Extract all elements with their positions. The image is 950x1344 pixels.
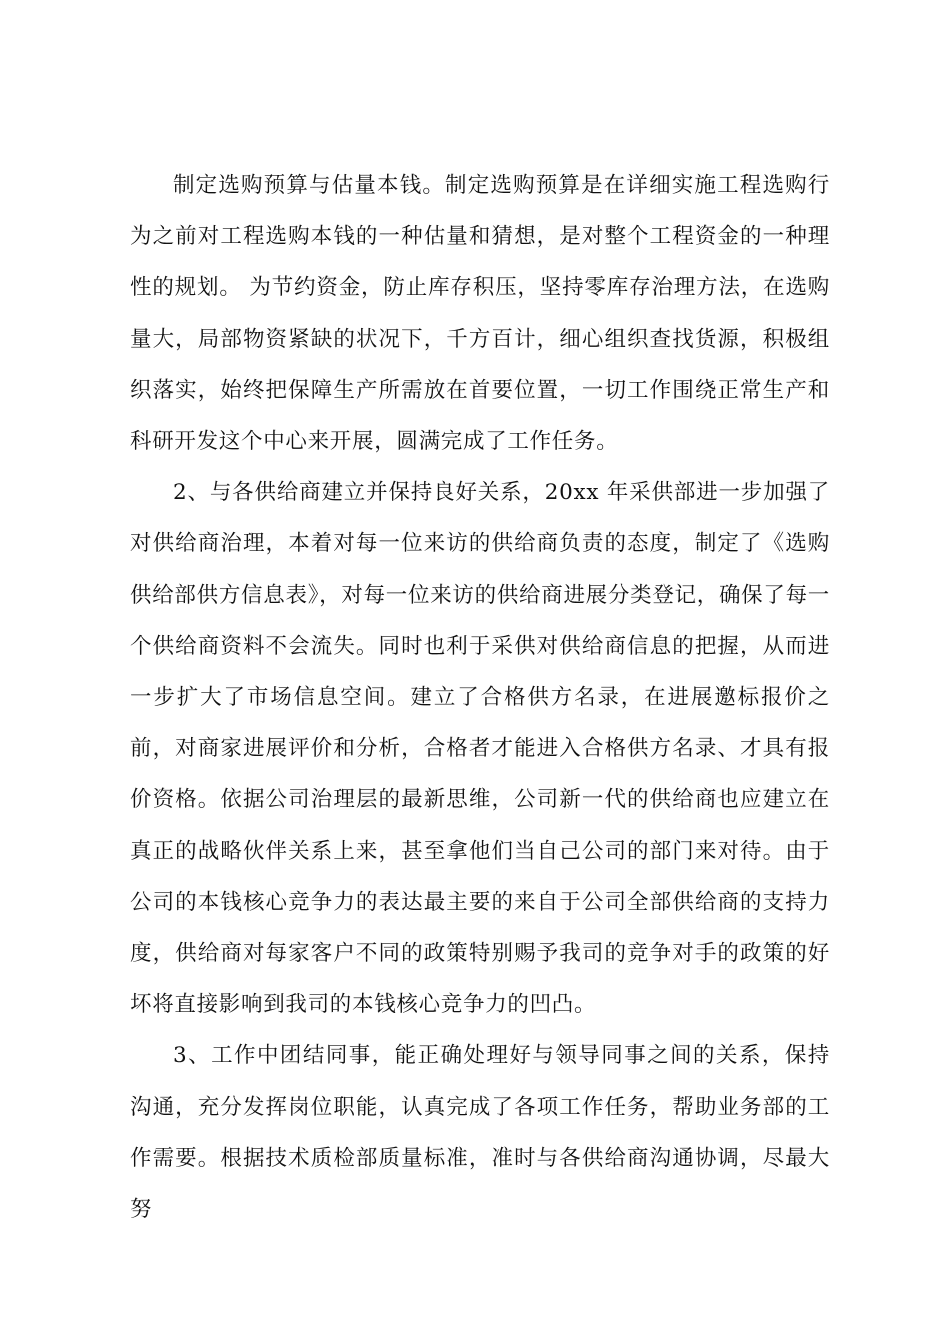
- paragraph-budget: 制定选购预算与估量本钱。制定选购预算是在详细实施工程选购行为之前对工程选购本钱的一种估量和猜想，是对整个工程资金的一种理性的规划。 为节约资金，防止库存积压，坚持零库存治理方法，在选购量大，局部物资紧缺的状况下，千方百计，细心组织查找货源，积极组织落实，始终把保障生产所需放在首要位置，一切工作围绕正常生产和科研开发这个中心来开展，圆满完成了工作任务。: [130, 173, 830, 455]
- document-body: [130, 160, 830, 1235]
- paragraph-supplier-relations: 2、与各供给商建立并保持良好关系，20xx 年采供部进一步加强了对供给商治理，本着对每一位来访的供给商负责的态度，制定了《选购供给部供方信息表》，对每一位来访的供给商进展分类登记，确保了每一个供给商资料不会流失。同时也利于采供对供给商信息的把握，从而进一步扩大了市场信息空间。建立了合格供方名录，在进展邀标报价之前，对商家进展评价和分析，合格者才能进入合格供方名录、才具有报价资格。依据公司治理层的最新思维，公司新一代的供给商也应建立在真正的战略伙伴关系上来，甚至拿他们当自己公司的部门来对待。由于公司的本钱核心竞争力的表达最主要的来自于公司全部供给商的支持力度，供给商对每家客户不同的政策特别赐予我司的竞争对手的政策的好坏将直接影响到我司的本钱核心竞争力的凹凸。: [130, 480, 830, 1018]
- paragraph-teamwork: 3、工作中团结同事，能正确处理好与领导同事之间的关系，保持沟通，充分发挥岗位职能，认真完成了各项工作任务，帮助业务部的工作需要。根据技术质检部质量标准，准时与各供给商沟通协调，尽最大努: [130, 1043, 830, 1223]
